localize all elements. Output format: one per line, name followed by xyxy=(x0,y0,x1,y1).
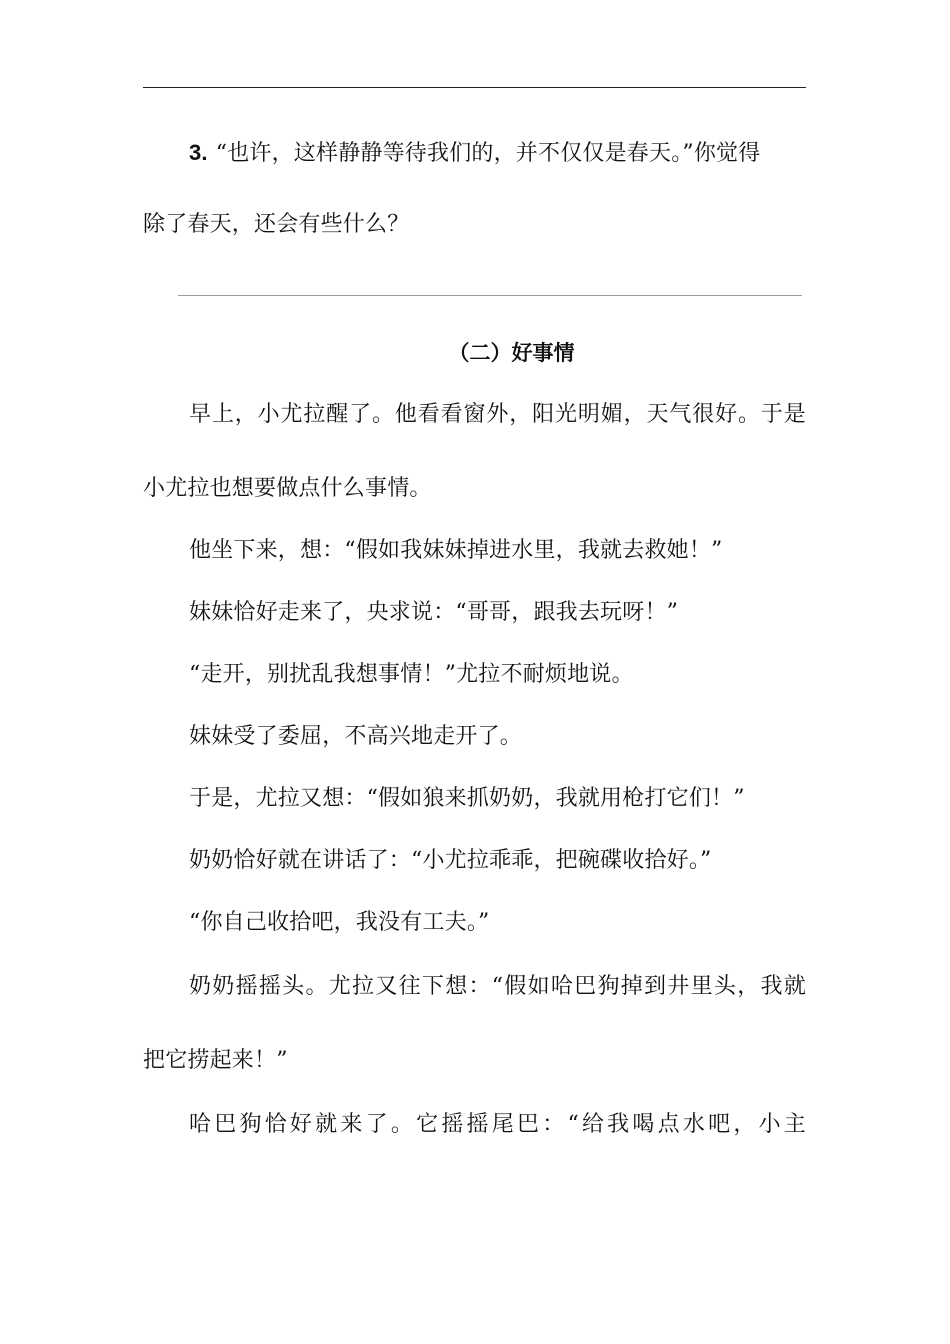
paragraph-4: “走开，别扰乱我想事情！”尤拉不耐烦地说。 xyxy=(189,662,634,687)
question-3-line-2: 除了春天，还会有些什么？ xyxy=(143,212,410,237)
paragraph-8: “你自己收拾吧，我没有工夫。” xyxy=(189,910,490,935)
header-rule xyxy=(143,87,806,88)
question-text: “也许，这样静静等待我们的，并不仅仅是春天。”你觉得 xyxy=(215,141,761,166)
paragraph-1-line-1: 早上，小尤拉醒了。他看看窗外，阳光明媚，天气很好。于是 xyxy=(189,402,806,427)
paragraph-10-line-1: 哈巴狗恰好就来了。它摇摇尾巴：“给我喝点水吧，小主 xyxy=(189,1112,806,1137)
answer-line[interactable] xyxy=(178,295,802,296)
paragraph-9-line-1: 奶奶摇摇头。尤拉又往下想：“假如哈巴狗掉到井里头，我就 xyxy=(189,974,806,999)
paragraph-9-line-2: 把它捞起来！” xyxy=(143,1048,288,1073)
paragraph-6: 于是，尤拉又想：“假如狼来抓奶奶，我就用枪打它们！” xyxy=(189,786,745,811)
paragraph-3: 妹妹恰好走来了，央求说：“哥哥，跟我去玩呀！” xyxy=(189,600,679,625)
paragraph-5: 妹妹受了委屈，不高兴地走开了。 xyxy=(189,724,523,749)
paragraph-1-line-2: 小尤拉也想要做点什么事情。 xyxy=(143,476,432,501)
paragraph-7: 奶奶恰好就在讲话了：“小尤拉乖乖，把碗碟收拾好。” xyxy=(189,848,712,873)
question-number: 3. xyxy=(189,140,208,165)
question-3-line-1 xyxy=(143,138,806,169)
section-title: （二）好事情 xyxy=(448,341,575,365)
paragraph-2: 他坐下来，想：“假如我妹妹掉进水里，我就去救她！” xyxy=(189,538,723,563)
